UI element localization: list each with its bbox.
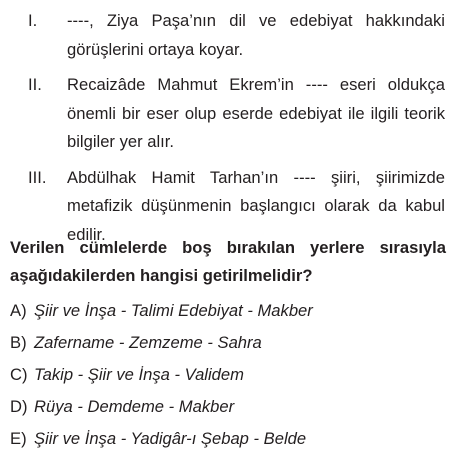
answer-options [10,295,450,455]
statement-number: I. [28,11,38,30]
option-e[interactable] [10,423,450,455]
option-text: Zafername - Zemzeme - Sahra [34,333,262,352]
statement-number: II. [28,75,42,94]
question-stem: Verilen cümlelerde boş bırakılan yerlere sırasıyla aşağıdakilerden hangisi getirilmelidir? [10,238,446,285]
option-d[interactable] [10,391,450,423]
statement-2 [0,71,458,157]
option-letter: E) [10,429,27,448]
statement-text: Recaizâde Mahmut Ekrem’in ---- eseri oldukça önemli bir eser olup eserde edebiyat ile ilgili teorik bilgiler yer alır. [67,75,445,151]
option-b[interactable] [10,327,450,359]
option-c[interactable] [10,359,450,391]
statement-number: III. [28,167,47,187]
option-letter: C) [10,365,28,384]
option-a[interactable] [10,295,450,327]
statement-1 [0,7,458,64]
statement-text: ----, Ziya Paşa’nın dil ve edebiyat hakkındaki görüşlerini ortaya koyar. [67,11,445,59]
option-text: Takip - Şiir ve İnşa - Validem [34,365,244,384]
option-text: Şiir ve İnşa - Yadigâr-ı Şebap - Belde [34,429,307,448]
option-letter: A) [10,301,27,320]
option-letter: B) [10,333,27,352]
option-letter: D) [10,397,28,416]
statement-list [0,7,458,249]
option-text: Rüya - Demdeme - Makber [34,397,235,416]
option-text: Şiir ve İnşa - Talimi Edebiyat - Makber [34,301,313,320]
statement-text: Abdülhak Hamit Tarhan’ın ---- şiiri, şiirimizde metafizik düşünmenin başlangıcı olarak da kabul edilir. [67,167,445,244]
